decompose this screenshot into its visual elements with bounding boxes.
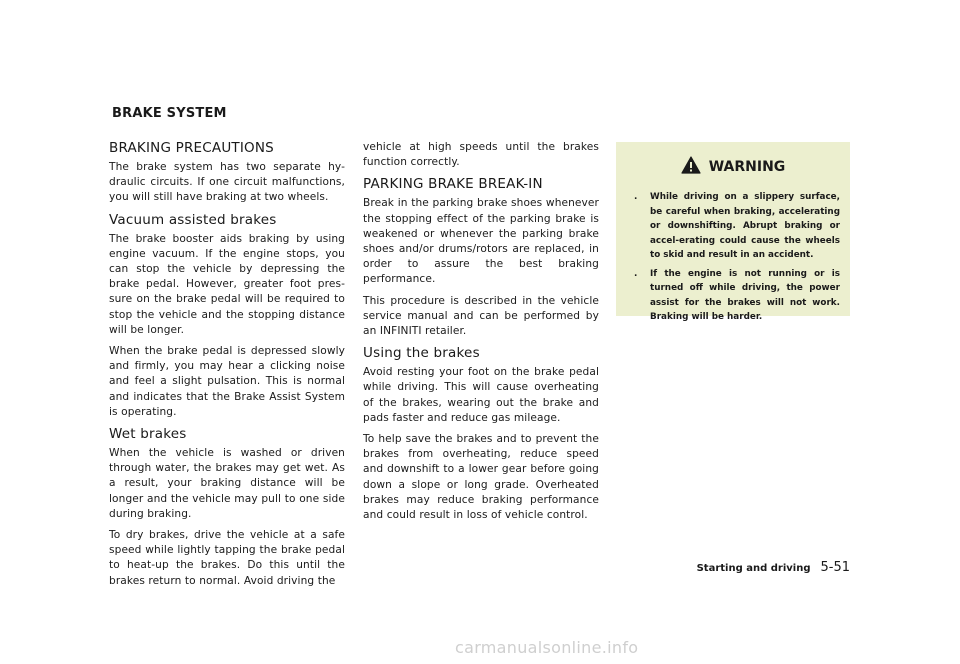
- paragraph: The brake booster aids braking by using engine vacuum. If the engine stops, you can stop the vehicle by depressing the brake pedal. However, greater foot pres-sure on the brake pedal will be required to stop the vehicle and the stopping distance will be longer.: [109, 232, 345, 336]
- page-number: 5-51: [820, 560, 850, 575]
- column-2: [363, 140, 599, 529]
- warning-icon: [681, 156, 701, 178]
- warning-title: WARNING: [708, 159, 786, 175]
- warning-box: [616, 142, 850, 322]
- heading-braking-precautions: BRAKING PRECAUTIONS: [109, 140, 274, 156]
- heading-wet-brakes: Wet brakes: [109, 426, 187, 443]
- paragraph: The brake system has two separate hy-draulic circuits. If one circuit malfunctions, you will still have braking at two wheels.: [109, 161, 345, 204]
- paragraph: To dry brakes, drive the vehicle at a safe speed while lightly tapping the brake pedal to heat-up the brakes. Do this until the brakes return to normal. Avoid driving the: [109, 529, 345, 587]
- paragraph: Break in the parking brake shoes whenever the stopping effect of the parking brake is weakened or whenever the parking brake shoes and/or drums/rotors are replaced, in order to assure the best braking performance.: [363, 197, 599, 286]
- heading-using-the-brakes: Using the brakes: [363, 345, 480, 362]
- bullet: .: [634, 192, 638, 202]
- paragraph: To help save the brakes and to prevent the brakes from overheating, reduce speed and downshift to a lower gear before going down a slope or long grade. Overheated brakes may reduce braking performance and could result in loss of vehicle control.: [363, 433, 599, 522]
- paragraph: vehicle at high speeds until the brakes function correctly.: [363, 141, 599, 169]
- section-title: BRAKE SYSTEM: [112, 106, 227, 121]
- paragraph: Avoid resting your foot on the brake pedal while driving. This will cause overheating of the brakes, wearing out the brake and pads faster and reduce gas mileage.: [363, 366, 599, 424]
- warning-item-text: If the engine is not running or is turned off while driving, the power assist for the brakes will not work. Braking will be harder.: [650, 268, 840, 322]
- heading-parking-brake-break-in: PARKING BRAKE BREAK-IN: [363, 176, 543, 193]
- warning-item-text: While driving on a slippery surface, be careful when braking, accelerating or downshifting. Abrupt braking or accel-erating could cause the wheels to skid and result in an accident.: [650, 192, 840, 260]
- warning-header: [626, 156, 840, 178]
- watermark: carmanualsonline.info: [455, 638, 639, 657]
- heading-vacuum-assisted-brakes: Vacuum assisted brakes: [109, 211, 277, 228]
- footer-section-name: Starting and driving: [696, 563, 811, 574]
- warning-list: [626, 190, 840, 325]
- paragraph: This procedure is described in the vehicle service manual and can be performed by an INFINITI retailer.: [363, 294, 599, 338]
- page-footer: [697, 560, 850, 575]
- warning-item: [626, 267, 840, 325]
- bullet: .: [634, 268, 638, 279]
- column-1: [109, 140, 345, 595]
- paragraph: When the vehicle is washed or driven through water, the brakes may get wet. As a result, your braking distance will be longer and the vehicle may pull to one side during braking.: [109, 447, 345, 520]
- paragraph: When the brake pedal is depressed slowly and firmly, you may hear a clicking noise and feel a slight pulsation. This is normal and indicates that the Brake Assist System is operating.: [109, 345, 345, 418]
- warning-item: [626, 190, 840, 263]
